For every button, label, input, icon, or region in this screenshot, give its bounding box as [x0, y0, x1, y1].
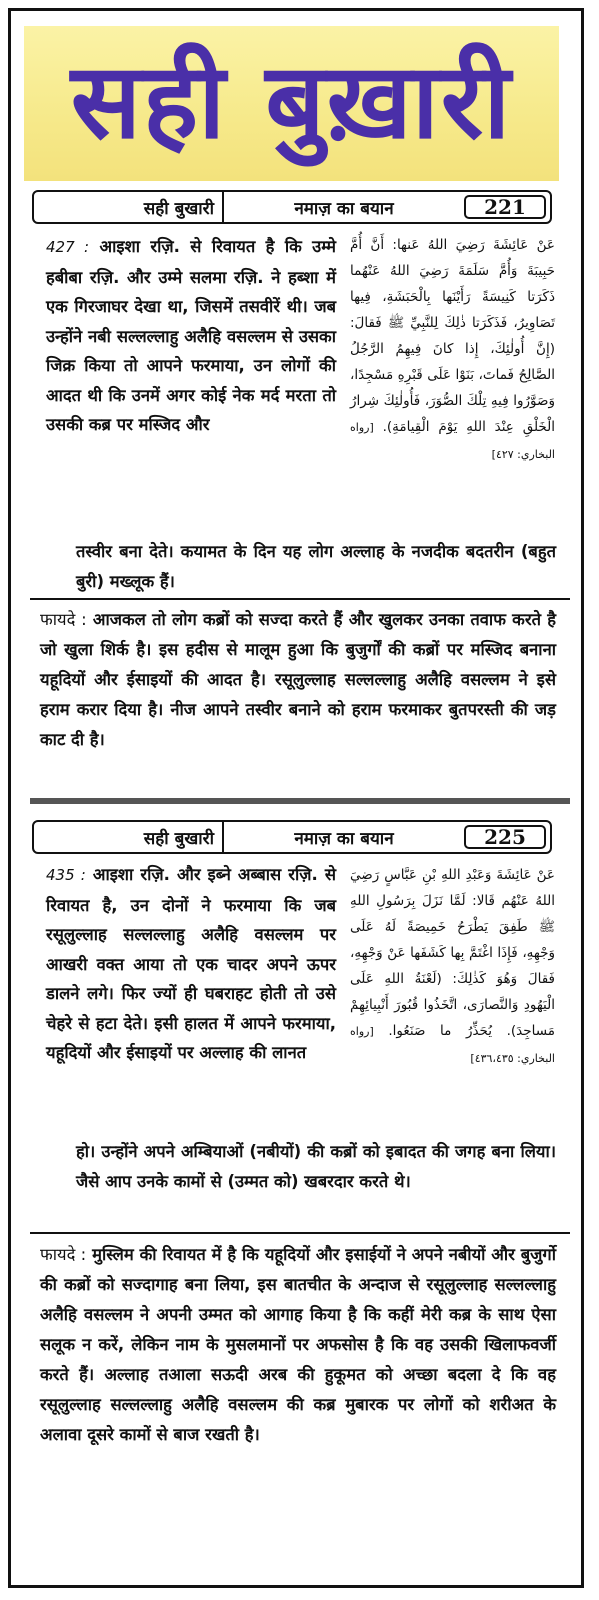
benefit-text: मुस्लिम की रिवायत में है कि यहूदियों और इसाईयों ने अपने नबीयों और बुजुर्गो की कब्रों को सज्दागाह बना लिया, इस बातचीत के अन्दाज से रसूलुल्लाह सल्लल्लाहु अलैहि वसल्लम ने अपनी उम्मत को आगाह किया है कि कहीं मेरी कब्र के साथ ऐसा सलूक न करें, लेकिन नाम के मुसलमानों पर अफसोस है कि वह उसकी खिलाफवर्जी करते हैं। अल्लाह तआला सऊदी अरब की हुकूमत को अच्छा बदला दे कि वह रसूलुल्लाह सल्लल्लाहु अलैहि वसल्लम की कब्र मुबारक पर लोगों को शरीअत के अलावा दूसरे कामों से बाज रखती है। [40, 1245, 556, 1444]
arabic-hadith: عَنْ عَائِشَةَ رَضِيَ اللهُ عَنها: أَنَّ أُمَّ حَبِيبَةَ وَأُمَّ سَلَمَةَ رَضِيَ اللهُ عَنْهُما ذَكَرَتا كَنِيسَةً رَأَيْنَها بِالْحَبَشَةِ، فِيها تَصَاوِيرُ، فَذَكَرَتا ذٰلِكَ لِلنَّبِيِّ ﷺ فَقالَ: (إِنَّ أُولٰئِكَ، إِذا كانَ فِيهِمُ الرَّجُلُ الصَّالِحُ فَماتَ، بَنَوْا عَلَى قَبْرِهِ مَسْجِدًا، وَصَوَّرُوا فِيهِ تِلْكَ الصُّوَرَ، فَأُولٰئِكَ شِرارُ الْخَلْقِ عِنْدَ اللهِ يَوْمَ الْقِيامَةِ). [350, 237, 555, 435]
book-title: सही बुखारी [34, 192, 224, 222]
hadith-text-2 [46, 860, 336, 1068]
chapter-title: नमाज़ का बयान [294, 198, 394, 219]
book-title: सही बुखारी [34, 822, 224, 852]
hadith-number: 427 : [46, 238, 90, 256]
arabic-hadith: عَنْ عَائِشَةَ وَعَبْدِ اللهِ بْنِ عَبَّاسٍ رَضِيَ اللهُ عَنْهُم قَالا: لَمَّا نَزَلَ بِرَسُولِ اللهِ ﷺ طَفِقَ يَطْرَحُ خَمِيصَةً لَهُ عَلَى وَجْهِهِ، فَإِذَا اغْتَمَّ بِها كَشَفَها عَنْ وَجْهِهِ، فَقالَ وَهُوَ كَذٰلِكَ: (لَعْنَةُ اللهِ عَلَى الْيَهُودِ وَالنَّصارَى، اتَّخَذُوا قُبُورَ أَنْبِيائِهِمْ مَساجِدَ). يُحَذِّرُ ما صَنَعُوا. [350, 867, 555, 1039]
banner [24, 26, 559, 181]
hadith-text-top: आइशा रज़ि. से रिवायत है कि उम्मे हबीबा रज़ि. और उम्मे सलमा रज़ि. ने हब्शा में एक गिरजाघर देखा था, जिसमें तसवीरें थी। जब उन्होंने नबी सल्लल्लाहु अलैहि वसल्लम से उसका जिक्र किया तो आपने फरमाया, उन लोगों की आदत थी कि उनमें अगर कोई नेक मर्द मरता तो उसकी कब्र पर मस्जिद और [46, 237, 337, 434]
hadith-text-bottom-2: हो। उन्होंने अपने अम्बियाओं (नबीयों) की कब्रों को इबादत की जगह बना लिया। जैसे आप उनके कामों से (उम्मत को) खबरदार करते थे। [76, 1142, 556, 1191]
arabic-reference: [رواه البخاري: ٤٣٦،٤٣٥] [350, 1025, 555, 1065]
divider [30, 598, 570, 600]
hadith-text-bottom-1: तस्वीर बना देते। कयामत के दिन यह लोग अल्लाह के नजदीक बदतरीन (बहुत बुरी) मख्लूक हैं। [76, 542, 556, 591]
benefit-note-2 [40, 1240, 556, 1450]
hadith-number: 435 : [46, 866, 86, 884]
banner-title: सही बुख़ारी [70, 40, 513, 162]
divider [30, 1232, 570, 1234]
page-number: 221 [464, 195, 546, 219]
benefit-label: फायदे : [40, 1245, 87, 1264]
section-separator [30, 798, 570, 804]
arabic-reference: [رواه البخاري: ٤٢٧] [350, 421, 555, 461]
page-header-2 [32, 820, 552, 854]
page-header-1 [32, 190, 552, 224]
hadith-text-top: आइशा रज़ि. और इब्ने अब्बास रज़ि. से रिवायत है, उन दोनों ने फरमाया कि जब रसूलुल्लाह सल्लल्लाहु अलैहि वसल्लम पर आखरी वक्त आया तो एक चादर अपने ऊपर डालने लगे। फिर ज्यों ही घबराहट होती तो उसे चेहरे से हटा देते। इसी हालत में आपने फरमाया, यहूदियों और ईसाइयों पर अल्लाह की लानत [46, 865, 336, 1062]
chapter-title: नमाज़ का बयान [294, 828, 394, 849]
benefit-label: फायदे : [40, 610, 87, 629]
arabic-text-2 [350, 862, 555, 1072]
page-number: 225 [464, 825, 546, 849]
hadith-text-1 [46, 232, 336, 440]
arabic-text-1 [350, 232, 555, 468]
benefit-text: आजकल तो लोग कब्रों को सज्दा करते हैं और खुलकर उनका तवाफ करते है जो खुला शिर्क है। इस हदीस से मालूम हुआ कि बुजुर्गों की कब्रों पर मस्जिद बनाना यहूदियों और ईसाइयों की आदत है। रसूलुल्लाह सल्लल्लाहु अलैहि वसल्लम ने इसे हराम करार दिया है। नीज आपने तस्वीर बनाने को हराम फरमाकर बुतपरस्ती की जड़ काट दी है। [40, 610, 556, 749]
benefit-note-1 [40, 605, 556, 755]
